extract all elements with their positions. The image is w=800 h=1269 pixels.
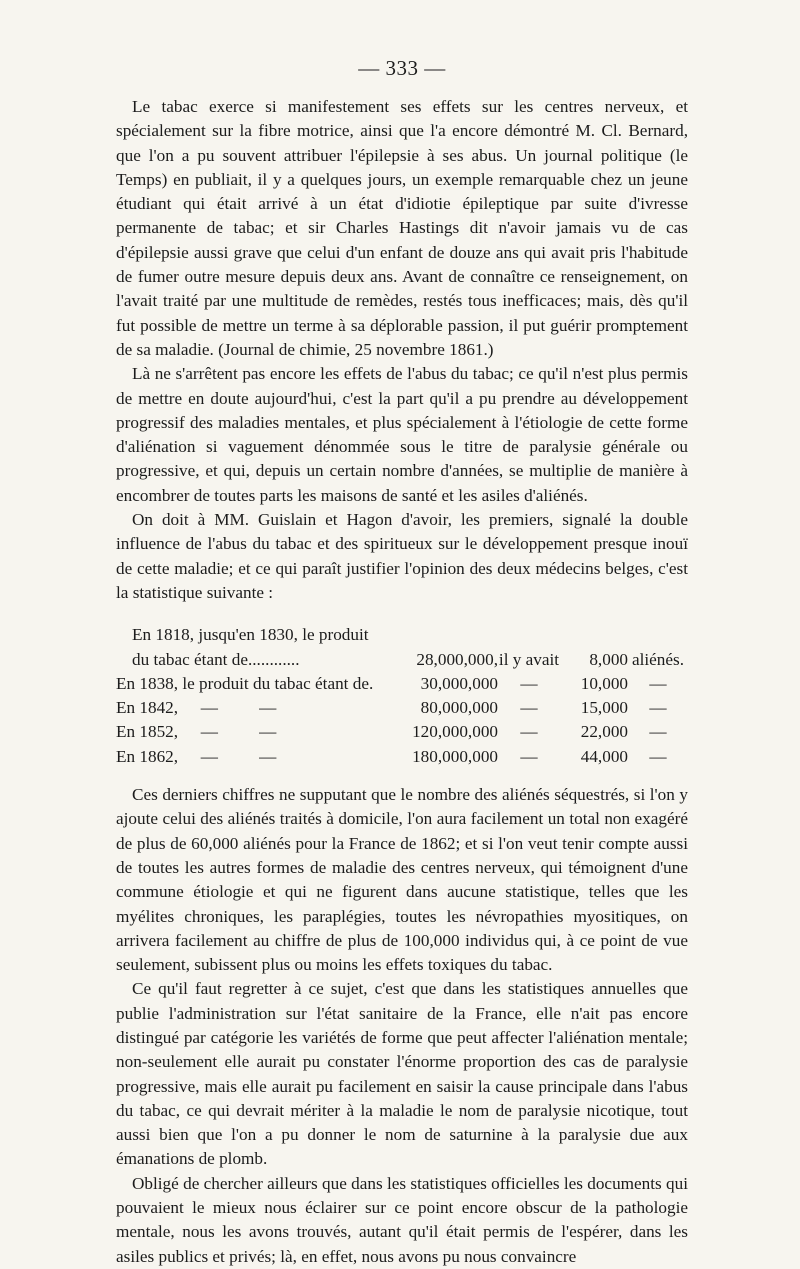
row-product: 28,000,000, xyxy=(416,649,498,669)
row-mid: il y avait xyxy=(498,649,560,669)
row-alienes: 10,000 xyxy=(580,673,628,693)
row-product: 80,000,000 xyxy=(420,698,498,718)
ditto-mark: — xyxy=(259,722,277,742)
paragraph-3: On doit à MM. Guislain et Hagon d'avoir, les premiers, signalé la double influence de l'abus du tabac et des spiritueux sur le développement presque inouï de cette maladie; et ce qui paraît justifier l'opinion des deux médecins belges, c'est la statistique suivante : xyxy=(116,510,688,602)
row-label-group xyxy=(116,745,386,769)
row-mid: — xyxy=(520,673,538,693)
row-label: En 1838, le produit du tabac étant de. xyxy=(116,673,374,693)
row-end: — xyxy=(649,722,667,742)
table-row xyxy=(116,648,688,672)
row-alienes: 44,000 xyxy=(580,746,628,766)
ditto-mark: — xyxy=(200,722,218,742)
statistics-table xyxy=(116,623,688,769)
ditto-mark: — xyxy=(259,698,277,718)
row-product: 180,000,000 xyxy=(412,746,498,766)
table-row xyxy=(116,720,688,744)
paragraph-4: Ces derniers chiffres ne supputant que le nombre des aliénés séquestrés, si l'on y ajoute celui des aliénés traités à domicile, l'on aura facilement un total non exagéré de plus de 60,000 aliénés pour la France de 1862; et si l'on veut tenir compte aussi de toutes les autres formes de maladie des centres nerveux, qui témoignent d'une commune étiologie et qui ne figurent dans aucune statistique, telles que les myélites chroniques, les paraplégies, toutes les névropathies myositiques, on arrivera facilement au chiffre de plus de 100,000 individus qui, à ce point de vue seulement, subissent plus ou moins les effets toxiques du tabac. xyxy=(116,785,688,975)
row-label: du tabac étant de............ xyxy=(132,649,300,669)
row-alienes: 15,000 xyxy=(580,698,628,718)
row-end: aliénés. xyxy=(631,649,685,669)
paragraph-5: Ce qu'il faut regretter à ce sujet, c'est que dans les statistiques annuelles que publie l'administration sur l'état sanitaire de la France, elle n'ait pas encore distingué par catégorie les variétés de forme que peut affecter l'aliénation mentale; non-seulement elle aurait pu constater l'énorme proportion des cas de paralysie progressive, mais elle aurait pu facilement en saisir la cause principale dans l'abus du tabac, ce qui devrait mériter à la maladie le nom de paralysie nicotique, tout aussi bien que l'on a pu donner le nom de saturnine à la paralysie due aux émanations de plomb. xyxy=(116,979,688,1169)
paragraph-6: Obligé de chercher ailleurs que dans les statistiques officielles les documents qui pouvaient le mieux nous éclairer sur ce point encore obscur de la pathologie mentale, nous les avons trouvés, autant qu'il était permis de l'espérer, dans les asiles publics et privés; là, en effet, nous avons pu nous convaincre xyxy=(116,1173,688,1266)
row-mid: — xyxy=(520,722,538,742)
row-label: En 1852, xyxy=(116,722,179,742)
row-label-group xyxy=(116,696,386,720)
paragraph-1: Le tabac exerce si manifestement ses effets sur les centres nerveux, et spécialement sur la fibre motrice, ainsi que l'a encore démontré M. Cl. Bernard, que l'on a pu souvent attribuer l'épilepsie à ses abus. Un journal politique (le Temps) en publiait, il y a quelques jours, un exemple remarquable chez un jeune étudiant qui était arrivé à un état d'idiotie épileptique par suite d'ivresse permanente de tabac; et sir Charles Hastings dit n'avoir jamais vu de cas d'épilepsie aussi grave que celui d'un enfant de douze ans qui avait pris l'habitude de fumer outre mesure depuis deux ans. Avant de connaître ce renseignement, on l'avait traité par une multitude de remèdes, restés tous inefficaces; mais, dès qu'il fut possible de mettre un terme à sa déplorable passion, il put guérir promptement de sa maladie. (Journal de chimie, 25 novembre 1861.) xyxy=(116,97,688,359)
row-end: — xyxy=(649,673,667,693)
row-product: 120,000,000 xyxy=(412,722,498,742)
ditto-mark: — xyxy=(200,746,218,766)
row-label: En 1862, xyxy=(116,746,179,766)
row-alienes: 8,000 xyxy=(589,649,628,669)
paragraph-2: Là ne s'arrêtent pas encore les effets de l'abus du tabac; ce qu'il n'est plus permis de mettre en doute aujourd'hui, c'est la part qu'il a pu prendre au développement progressif des maladies mentales, et plus spécialement à l'étiologie de cette forme d'aliénation si vaguement dénommée sous le titre de paralysie générale ou progressive, et qui, depuis un certain nombre d'années, se multiplie de manière à encombrer de toutes parts les maisons de santé et les asiles d'aliénés. xyxy=(116,364,688,505)
ditto-mark: — xyxy=(259,746,277,766)
row-label: En 1842, xyxy=(116,698,179,718)
row-product: 30,000,000 xyxy=(420,673,498,693)
row-alienes: 22,000 xyxy=(580,722,628,742)
row-end: — xyxy=(649,698,667,718)
table-row xyxy=(116,745,688,769)
statistics-intro: En 1818, jusqu'en 1830, le produit xyxy=(132,625,369,645)
row-end: — xyxy=(649,746,667,766)
table-row xyxy=(116,672,688,696)
table-row xyxy=(116,696,688,720)
ditto-mark: — xyxy=(200,698,218,718)
row-mid: — xyxy=(520,746,538,766)
row-mid: — xyxy=(520,698,538,718)
row-label-group xyxy=(116,720,386,744)
page-number: — 333 — xyxy=(358,56,446,80)
